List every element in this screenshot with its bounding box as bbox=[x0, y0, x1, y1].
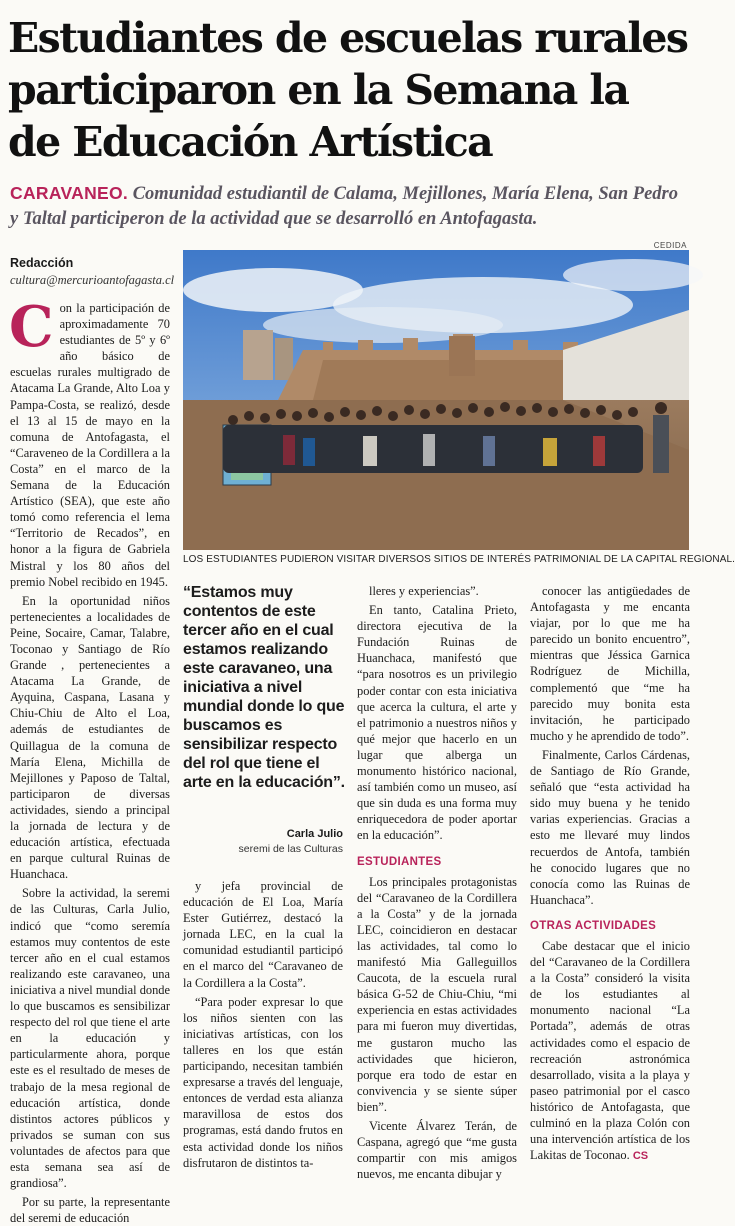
pull-quote-attribution bbox=[183, 827, 343, 857]
paragraph-1-text: on la participación de aproximadamente 70 estudiantes de 5º y 6º año básico de escuelas rurales multigrado de Atacama La Grande, Alto Loa y Pampa-Costa, se realizó, desde el 13 al 15 de mayo en la comuna de Antofagasta, el “Caraveneo de la Cordillera a la Costa” en el marco de la Semana de la Educación Artístico (SEA), que este año tomó como referencia el lema “Territorio de Recados”, en honor a la figura de Gabriela Mistral y los 80 años del premio Nobel recibido en 1945. bbox=[10, 301, 170, 589]
lead-paragraph bbox=[10, 181, 690, 232]
lead-kicker: CARAVANEO. bbox=[10, 183, 129, 203]
end-mark: CS bbox=[632, 1150, 649, 1163]
drop-cap: C bbox=[9, 294, 54, 360]
subhead-otras-actividades: OTRAS ACTIVIDADES bbox=[530, 919, 657, 932]
col3-paragraph-1: lleres y experiencias”. bbox=[369, 584, 479, 598]
column-4 bbox=[530, 583, 690, 1164]
column-3 bbox=[357, 583, 517, 1182]
paragraph-4: Por su parte, la representante del seremi de educación bbox=[10, 1195, 170, 1226]
lead-text: Comunidad estudiantil de Calama, Mejillones, María Elena, San Pedro y Taltal participeron de la actividad que se desarrolló en Antofagasta. bbox=[10, 184, 679, 229]
photo-caption: LOS ESTUDIANTES PUDIERON VISITAR DIVERSOS SITIOS DE INTERÉS PATRIMONIAL DE LA CAPITAL REGIONAL. bbox=[183, 554, 735, 565]
group-photo bbox=[183, 250, 689, 550]
photo-credit: CEDIDA bbox=[653, 241, 687, 250]
byline-email[interactable]: cultura@mercurioantofagasta.cl bbox=[10, 273, 175, 287]
subhead-estudiantes: ESTUDIANTES bbox=[357, 855, 442, 868]
col4-paragraph-1: conocer las antigüedades de Antofagasta y me encanta viajar, por lo que me ha parecido un bonito encuentro”, mientras que Jéssica Garnica Rodríguez de Michilla, complementó que “me ha parecido muy bonita esta invitación, he participado mucho y he aprendido de todo”. bbox=[530, 584, 690, 743]
headline-line-3: de Educación Artística bbox=[8, 118, 493, 166]
headline-line-2: participaron en la Semana la bbox=[8, 66, 629, 114]
paragraph-1 bbox=[9, 294, 170, 590]
byline bbox=[10, 255, 180, 289]
byline-name: Redacción bbox=[10, 256, 74, 270]
col4-paragraph-3 bbox=[530, 938, 690, 1164]
paragraph-2: En la oportunidad niños pertenecientes a localidades de Peine, Socaire, Camar, Talabre, Toconao y Santiago de Río Grande , pertenecientes a Atacama La Grande, de Ayquina, Caspana, Lasana y Chiu-Chiu de Alto el Loa, además de estudiantes de Quillagua de la comuna de María Elena, Michilla de Mejillones y Paposo de Taltal, participaron de diversas actividades, siendo a principal la jornada de lectura y de educación artística, efectuada en parque cultural Ruinas de Huanchaca. bbox=[10, 593, 170, 882]
headline-line-1: Estudiantes de escuelas rurales bbox=[8, 14, 688, 62]
col3-paragraph-3: Los principales protagonistas del “Caravaneo de la Cordillera a la Costa” y de la jornada LEC, coincidieron en destacar las actividades, tal como lo manifestó Mia Galleguillos Caucota, de la escuela rural básica G-52 de Chiu-Chiu, “mi experiencia en estas actividades para mi fueron muy divertidas, me gustaron mucho las actividades que hicieron, porque era todo de estar en convivencia y se siente súper bien”. bbox=[357, 874, 517, 1114]
quote-author-name: Carla Julio bbox=[286, 828, 343, 840]
col2-paragraph-1: y jefa provincial de educación de El Loa, María Ester Gutiérrez, destacó la jornada LEC, en la cual la comunidad estudiantil participó en el marco del “Caravaneo de la Cordillera a la Costa”. bbox=[183, 879, 343, 990]
col3-paragraph-4: Vicente Álvarez Terán, de Caspana, agregó que “me gusta compartir con mis amigos nuevos, me encanta dibujar y bbox=[357, 1119, 517, 1182]
col2-paragraph-2: “Para poder expresar lo que los niños sienten con las iniciativas artísticas, con los talleres en los que están participando, necesitan también expresarse a través del lenguaje, entonces de verdad esta alianza maravillosa de estos dos programas, está dando frutos en esta actividad donde los niños disfrutaron de distintos ta- bbox=[183, 994, 343, 1170]
paragraph-3: Sobre la actividad, la seremi de las Culturas, Carla Julio, indicó que “como seremía estamos muy contentos de este tercer año en el cual estamos realizando este caravaneo, una iniciativa a nivel mundial donde lo que buscamos es sensibilizar respecto del rol que tiene el arte en la educación y particularmente ahora, porque este es el resultado de meses de trabajo de la mesa regional de educación artística, donde distintos actores públicos y privados se suman con sus voluntades de afectos para que esta semana sea así de grandiosa”. bbox=[10, 886, 170, 1191]
col4-paragraph-2: Finalmente, Carlos Cárdenas, de Santiago de Río Grande, señaló que “esta actividad ha sido muy buena y he tenido varias experiencias. Gracias a esto me llevaré muy lindos recuerdos de Antofa, también he conocido lugares que no conocía como las Ruinas de Huanchaca”. bbox=[530, 747, 690, 907]
col4-paragraph-3-text: Cabe destacar que el inicio del “Caravaneo de la Cordillera a la Costa” consideró la visita de los estudiantes al monumento nacional “La Portada”, además de otras actividades como el espacio de recreación astronómica desarrollado, visita a la playa y paseo patrimonial por el casco histórico de Antofagasta, que culminó en la plaza Colón con una intervención artística de los Lakitas de Toconao. bbox=[530, 938, 690, 1163]
column-2 bbox=[183, 878, 343, 1171]
column-1 bbox=[9, 294, 170, 1226]
group-photo-illustration bbox=[183, 250, 689, 550]
headline bbox=[8, 12, 692, 168]
col3-paragraph-2: En tanto, Catalina Prieto, directora ejecutiva de la Fundación Ruinas de Huanchaca, manifestó que “para nosotros es un privilegio poder contar con esta iniciativa que acerca la cultura, el arte y el patrimonio a nuestros niños y qué mejor que hacerlo en un lugar que alberga un monumento histórico nacional, así también como un museo, así que sin duda es una forma muy enriquecedora de poder aportar en la educación”. bbox=[357, 603, 517, 843]
quote-author-role: seremi de las Culturas bbox=[238, 843, 343, 855]
pull-quote: “Estamos muy contentos de este tercer año en el cual estamos realizando este caravaneo, una iniciativa a nivel mundial donde lo que buscamos es sensibilizar respecto del rol que tiene el arte en la educación”. bbox=[183, 584, 345, 791]
